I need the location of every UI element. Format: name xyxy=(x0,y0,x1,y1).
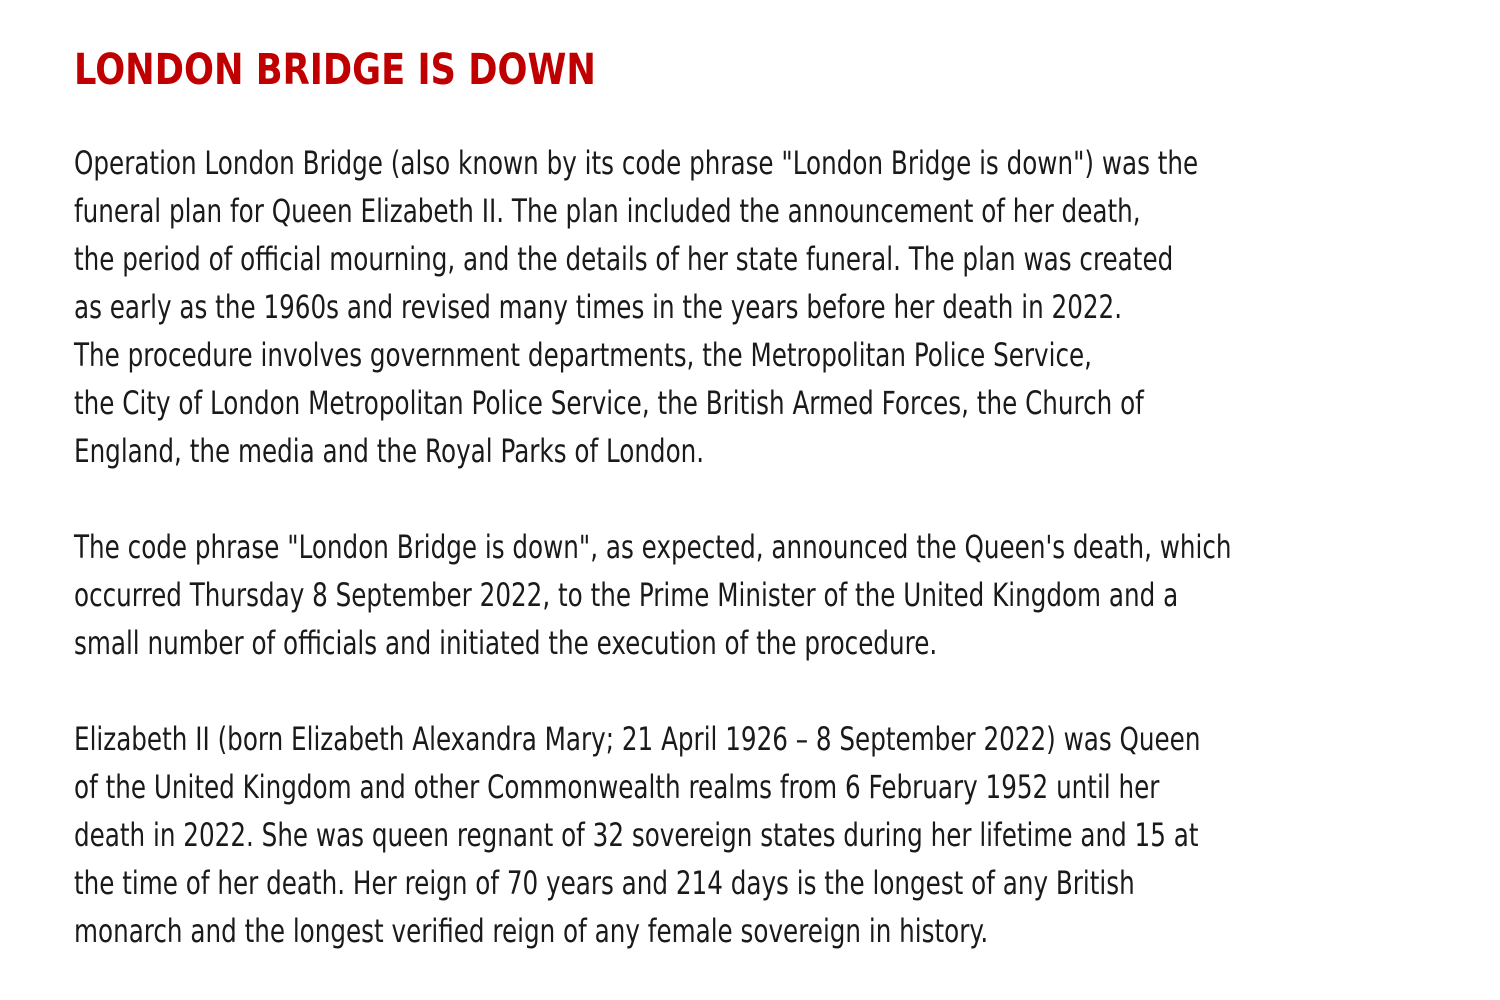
paragraph-code-phrase xyxy=(74,523,1500,667)
paragraph-line: the time of her death. Her reign of 70 years and 214 days is the longest of any British xyxy=(74,864,1135,902)
paragraph-line: England, the media and the Royal Parks of London. xyxy=(74,432,705,470)
paragraph-line: occurred Thursday 8 September 2022, to the Prime Minister of the United Kingdom and a xyxy=(74,576,1179,614)
paragraph-line: Elizabeth II (born Elizabeth Alexandra Mary; 21 April 1926 – 8 September 2022) was Queen xyxy=(74,720,1201,758)
paragraph-line: the period of official mourning, and the details of her state funeral. The plan was created xyxy=(74,240,1174,278)
paragraph-line: The procedure involves government departments, the Metropolitan Police Service, xyxy=(74,336,1093,374)
paragraph-elizabeth-ii xyxy=(74,715,1500,955)
paragraph-line: The code phrase "London Bridge is down", as expected, announced the Queen's death, which xyxy=(74,528,1232,566)
paragraph-line: of the United Kingdom and other Commonwealth realms from 6 February 1952 until her xyxy=(74,768,1160,806)
paragraph-line: Operation London Bridge (also known by its code phrase "London Bridge is down") was the xyxy=(74,144,1199,182)
paragraph-line: small number of officials and initiated the execution of the procedure. xyxy=(74,624,938,662)
page-title: LONDON BRIDGE IS DOWN xyxy=(74,45,596,95)
paragraph-line: funeral plan for Queen Elizabeth II. The plan included the announcement of her death, xyxy=(74,192,1141,230)
paragraph-line: death in 2022. She was queen regnant of 32 sovereign states during her lifetime and 15 at xyxy=(74,816,1199,854)
paragraph-line: as early as the 1960s and revised many times in the years before her death in 2022. xyxy=(74,288,1123,326)
paragraph-line: the City of London Metropolitan Police Service, the British Armed Forces, the Church of xyxy=(74,384,1144,422)
paragraph-operation-london-bridge xyxy=(74,139,1500,475)
paragraph-line: monarch and the longest verified reign of any female sovereign in history. xyxy=(74,912,989,950)
document-page xyxy=(74,0,1474,1000)
